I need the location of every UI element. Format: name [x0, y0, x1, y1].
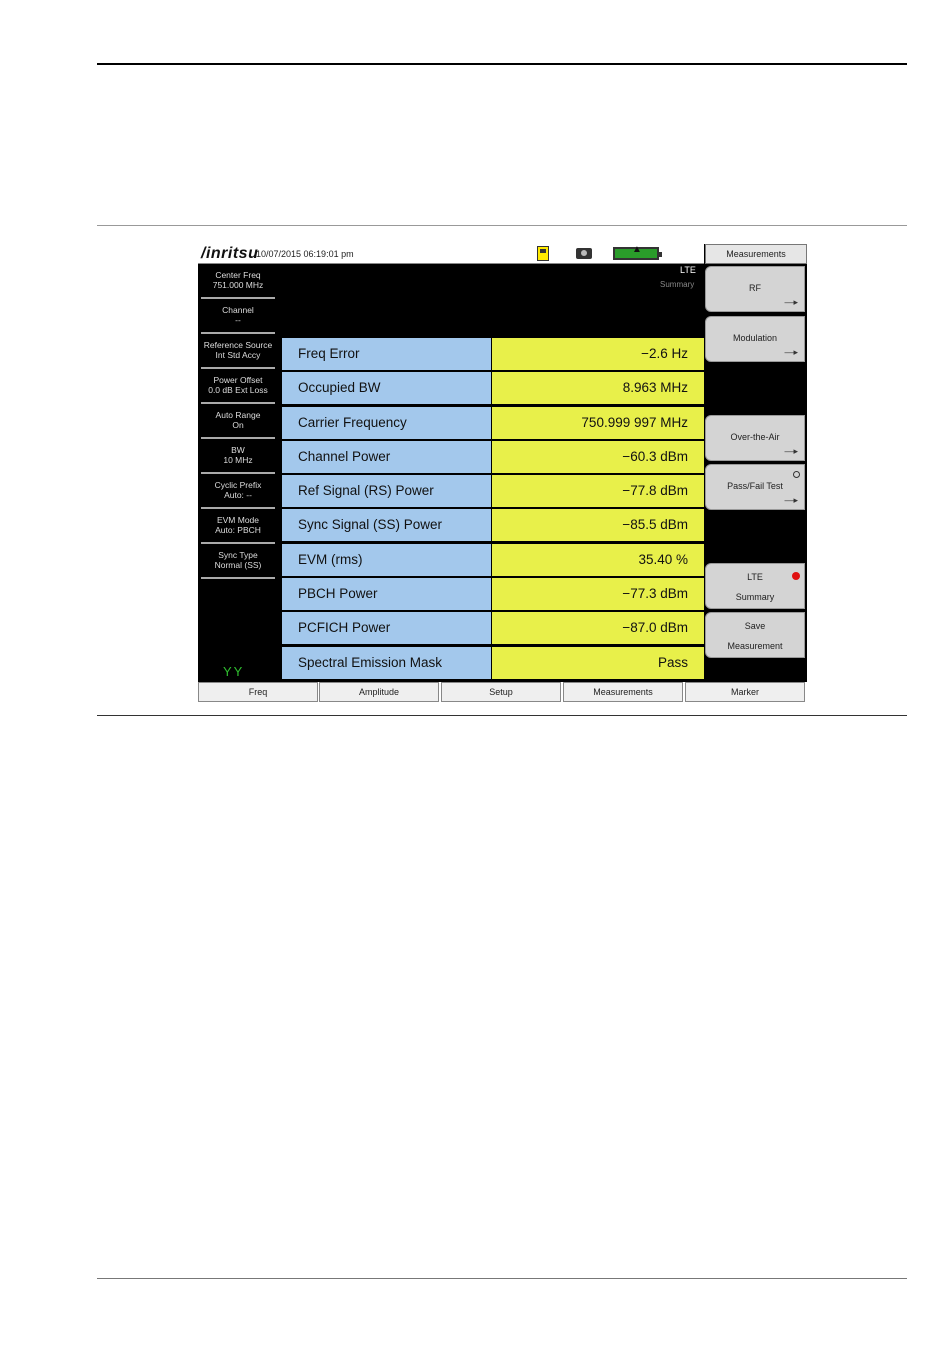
top-rule: [97, 63, 907, 65]
result-label: Ref Signal (RS) Power: [282, 475, 491, 507]
setting-reference-source[interactable]: [201, 336, 275, 369]
setting-channel[interactable]: [201, 301, 275, 334]
softkey-label: Over-the-Air: [730, 432, 780, 442]
pass-fail-test-softkey[interactable]: [705, 464, 805, 510]
result-row: [282, 509, 704, 541]
save-measurement-softkey[interactable]: [705, 612, 805, 658]
submenu-arrow-icon: —▸: [784, 446, 798, 456]
setting-value: Int Std Accy: [215, 350, 261, 360]
setting-value: Normal (SS): [214, 560, 262, 570]
softkey-label: Measurement: [727, 641, 783, 651]
setting-sync-type[interactable]: [201, 546, 275, 579]
datetime-readout: 10/07/2015 06:19:01 pm: [256, 249, 354, 259]
result-value: −77.3 dBm: [492, 578, 704, 610]
instrument-screen: [198, 244, 807, 702]
result-row: [282, 612, 704, 644]
tab-marker[interactable]: Marker: [685, 682, 805, 702]
result-row: [282, 578, 704, 610]
softkey-label: Summary: [735, 592, 775, 602]
result-row: [282, 441, 704, 473]
setting-value: Auto: --: [224, 490, 252, 500]
over-the-air-softkey[interactable]: [705, 415, 805, 461]
section-rule: [97, 225, 907, 226]
result-row: [282, 338, 704, 370]
setting-evm-mode[interactable]: [201, 511, 275, 544]
menu-title: Measurements: [705, 244, 807, 264]
tab-amplitude[interactable]: Amplitude: [319, 682, 439, 702]
setting-bw[interactable]: [201, 441, 275, 474]
setting-label: BW: [231, 445, 245, 455]
plug-icon: ▲: [632, 244, 642, 255]
off-indicator-icon: [793, 471, 800, 478]
main-menu-bar: [198, 682, 807, 702]
setting-value: --: [235, 315, 241, 325]
setting-value: On: [232, 420, 244, 430]
result-row: [282, 647, 704, 679]
result-label: Carrier Frequency: [282, 407, 491, 439]
result-row: [282, 544, 704, 576]
setting-value: 10 MHz: [223, 455, 253, 465]
result-label: PBCH Power: [282, 578, 491, 610]
tab-setup[interactable]: Setup: [441, 682, 561, 702]
result-value: −2.6 Hz: [492, 338, 704, 370]
setting-cyclic-prefix[interactable]: [201, 476, 275, 509]
result-label: EVM (rms): [282, 544, 491, 576]
setting-value: 0.0 dB Ext Loss: [208, 385, 268, 395]
setting-center-freq[interactable]: [201, 266, 275, 299]
view-label: Summary: [660, 280, 695, 289]
setting-label: Sync Type: [218, 550, 258, 560]
result-value: Pass: [492, 647, 704, 679]
setting-label: Power Offset: [213, 375, 263, 385]
setting-value: 751.000 MHz: [212, 280, 264, 290]
setting-label: Auto Range: [215, 410, 261, 420]
result-value: −85.5 dBm: [492, 509, 704, 541]
result-label: Occupied BW: [282, 372, 491, 404]
lte-summary-softkey[interactable]: [705, 563, 805, 609]
setting-label: Cyclic Prefix: [214, 480, 262, 490]
footer-rule: [97, 1278, 907, 1279]
setting-power-offset[interactable]: [201, 371, 275, 404]
softkey-label: Modulation: [732, 333, 778, 343]
setting-auto-range[interactable]: [201, 406, 275, 439]
result-row: [282, 475, 704, 507]
result-row: [282, 407, 704, 439]
setting-label: Reference Source: [203, 340, 273, 350]
softkey-label: Pass/Fail Test: [727, 481, 783, 491]
antenna-icon: ΥΥ: [223, 664, 245, 679]
softkey-label: Save: [744, 621, 766, 631]
result-value: −87.0 dBm: [492, 612, 704, 644]
result-value: −77.8 dBm: [492, 475, 704, 507]
camera-icon[interactable]: [576, 248, 592, 259]
tab-measurements[interactable]: Measurements: [563, 682, 683, 702]
result-label: Spectral Emission Mask: [282, 647, 491, 679]
softkey-label: RF: [749, 283, 761, 293]
result-row: [282, 372, 704, 404]
result-value: −60.3 dBm: [492, 441, 704, 473]
figure-rule: [97, 715, 907, 716]
summary-results-table: [282, 338, 704, 681]
setting-value: Auto: PBCH: [215, 525, 261, 535]
result-label: Channel Power: [282, 441, 491, 473]
modulation-softkey[interactable]: [705, 316, 805, 362]
submenu-arrow-icon: —▸: [784, 495, 798, 505]
mode-label: LTE: [680, 265, 696, 275]
setting-label: Center Freq: [215, 270, 261, 280]
status-bar: [198, 244, 704, 264]
anritsu-logo: /inritsu: [201, 245, 259, 262]
result-value: 8.963 MHz: [492, 372, 704, 404]
result-value: 750.999 997 MHz: [492, 407, 704, 439]
result-label: Sync Signal (SS) Power: [282, 509, 491, 541]
result-label: Freq Error: [282, 338, 491, 370]
tab-freq[interactable]: Freq: [198, 682, 318, 702]
result-label: PCFICH Power: [282, 612, 491, 644]
submenu-arrow-icon: —▸: [784, 297, 798, 307]
setting-label: EVM Mode: [216, 515, 260, 525]
setting-label: Channel: [222, 305, 254, 315]
softkey-label: LTE: [747, 572, 763, 582]
submenu-arrow-icon: —▸: [784, 347, 798, 357]
settings-panel: [198, 266, 278, 581]
rf-softkey[interactable]: [705, 266, 805, 312]
sd-card-icon: [537, 246, 549, 261]
result-value: 35.40 %: [492, 544, 704, 576]
